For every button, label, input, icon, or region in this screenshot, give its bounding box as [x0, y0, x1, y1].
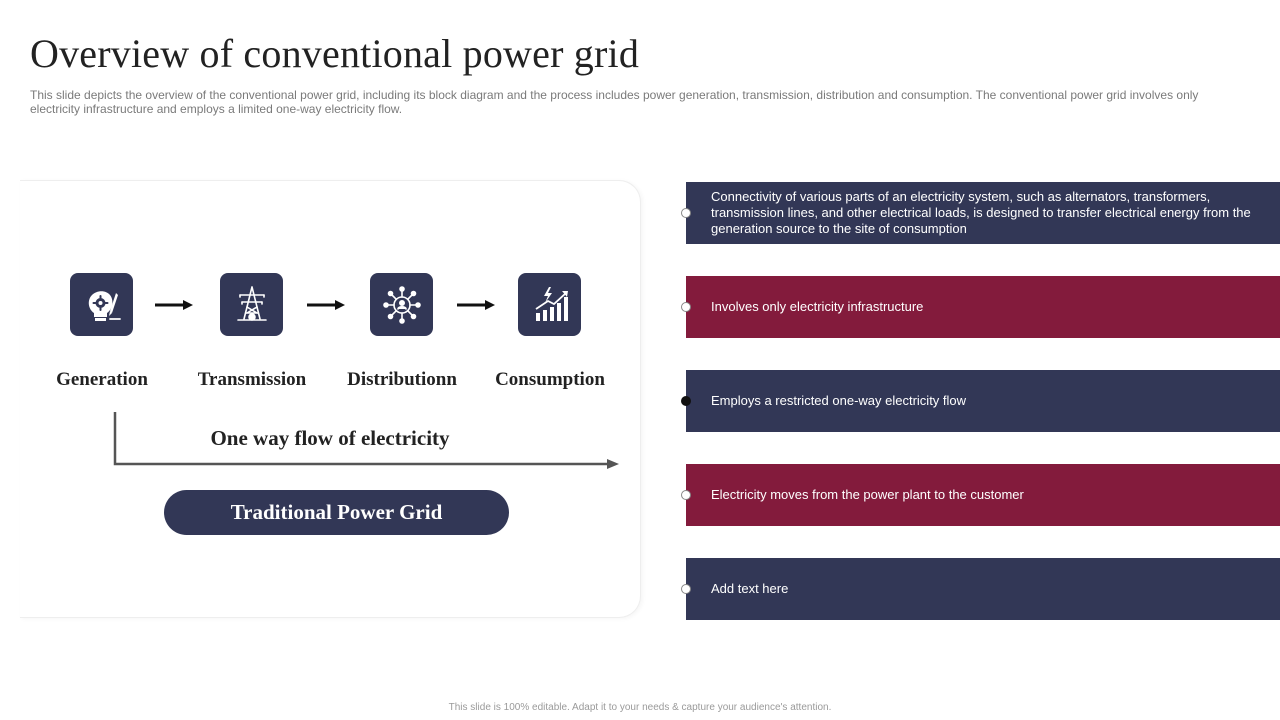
lightbulb-gear-icon: [70, 273, 133, 336]
step-label-generation: Generation: [56, 369, 148, 390]
step-arrow-3: [457, 300, 495, 310]
step-arrow-2: [307, 300, 345, 310]
page-subtitle: This slide depicts the overview of the conventional power grid, including its block diagram and the process includes power generation, transmission, distribution and consumption. The conventional power grid involves only electricity infrastructure and employs a limited one-way electricity flow.: [30, 88, 1199, 116]
point-bar-3: [686, 370, 1280, 432]
point-text-3: Employs a restricted one-way electricity flow: [711, 393, 967, 408]
step-label-transmission: Transmission: [197, 369, 307, 390]
point-bar-5: [686, 558, 1280, 620]
point-text-1: Connectivity of various parts of an electricity system, such as alternators, transformers, transmission lines, and other electrical loads, is designed to transfer electrical energy from the generation source to the site of consumption: [711, 189, 1251, 236]
footer-note: This slide is 100% editable. Adapt it to your needs & capture your audience's attention.: [448, 702, 832, 713]
step-arrow-1: [155, 300, 193, 310]
step-label-consumption: Consumption: [495, 369, 605, 390]
traditional-grid-label: Traditional Power Grid: [164, 490, 509, 535]
step-label-distribution: Distributionn: [347, 369, 457, 390]
bullet-dot: [681, 208, 691, 218]
page-title: Overview of conventional power grid: [30, 31, 640, 76]
bar-chart-lightning-icon: [518, 273, 581, 336]
point-text-4: Electricity moves from the power plant to the customer: [711, 487, 1024, 502]
flow-label: One way flow of electricity: [210, 426, 450, 450]
bullet-dot: [681, 584, 691, 594]
point-bar-2: [686, 276, 1280, 338]
network-hub-icon: [370, 273, 433, 336]
diagram-panel: [20, 180, 641, 618]
point-bar-1: [686, 182, 1280, 244]
transmission-tower-icon: [220, 273, 283, 336]
bullet-dot: [681, 302, 691, 312]
bullet-dot: [681, 396, 691, 406]
point-bar-4: [686, 464, 1280, 526]
point-text-2: Involves only electricity infrastructure: [711, 299, 924, 314]
bullet-dot: [681, 490, 691, 500]
point-text-5: Add text here: [711, 581, 789, 596]
